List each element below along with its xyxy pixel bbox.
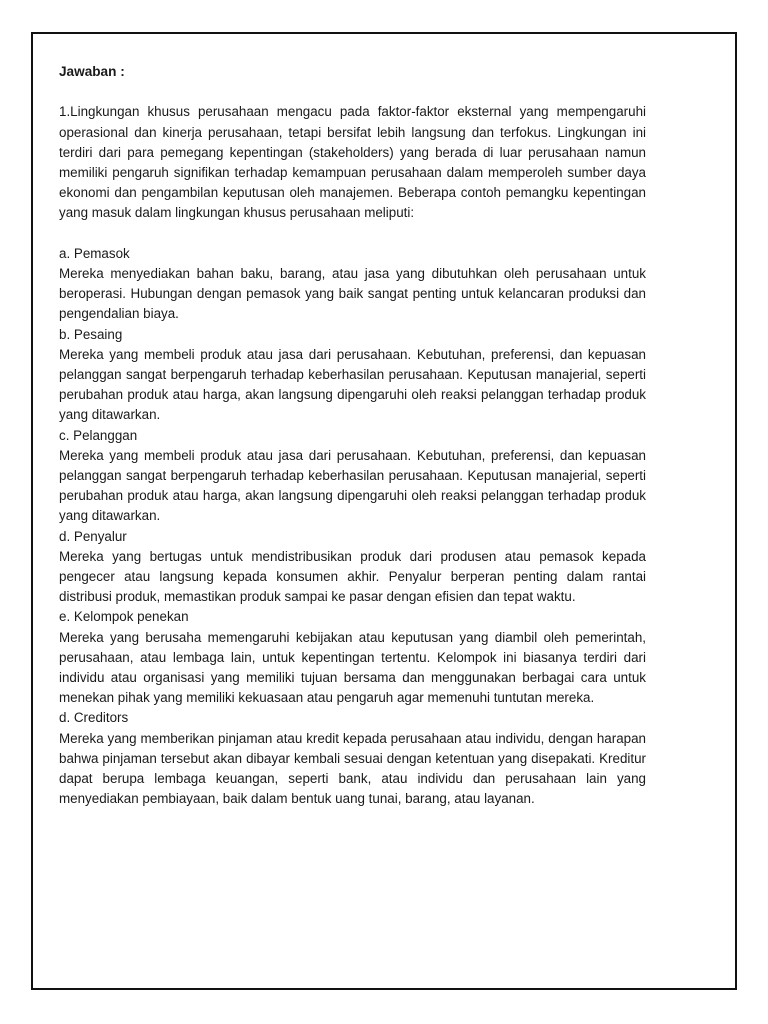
document-content [59, 62, 646, 809]
list-item [59, 527, 646, 608]
intro-paragraph: 1.Lingkungan khusus perusahaan mengacu pada faktor-faktor eksternal yang mempengaruhi operasional dan kinerja perusahaan, tetapi bersifat lebih langsung dan terfokus. Lingkungan ini terdiri dari para pemegang kepentingan (stakeholders) yang berada di luar perusahaan namun memiliki pengaruh signifikan terhadap kemampuan perusahaan dalam memperoleh sumber daya ekonomi dan pengambilan keputusan oleh manajemen. Beberapa contoh pemangku kepentingan yang masuk dalam lingkungan khusus perusahaan meliputi: [59, 104, 646, 221]
item-title: c. Pelanggan [59, 427, 138, 443]
item-title: a. Pemasok [59, 245, 130, 261]
item-body: Mereka yang berusaha memengaruhi kebijakan atau keputusan yang diambil oleh pemerintah, perusahaan, atau lembaga lain, untuk kepentingan tertentu. Kelompok ini biasanya terdiri dari individu atau organisasi yang memiliki tujuan bersama dan menggunakan berbagai cara untuk menekan pihak yang memiliki kekuasaan atau pengaruh agar memenuhi tuntutan mereka. [59, 629, 646, 706]
item-body: Mereka yang membeli produk atau jasa dari perusahaan. Kebutuhan, preferensi, dan kepuasan pelanggan sangat berpengaruh terhadap keberhasilan perusahaan. Keputusan manajerial, seperti perubahan produk atau harga, akan langsung dipengaruhi oleh reaksi pelanggan terhadap produk yang ditawarkan. [59, 447, 646, 524]
item-title: d. Creditors [59, 710, 129, 726]
spacer [59, 82, 646, 102]
item-body: Mereka yang bertugas untuk mendistribusikan produk dari produsen atau pemasok kepada pengecer atau langsung kepada konsumen akhir. Penyalur berperan penting dalam rantai distribusi produk, memastikan produk sampai ke pasar dengan efisien dan tepat waktu. [59, 548, 646, 605]
list-item [59, 607, 646, 708]
spacer [59, 224, 646, 244]
item-title: e. Kelompok penekan [59, 609, 189, 625]
item-title: d. Penyalur [59, 528, 127, 544]
list-item [59, 244, 646, 325]
item-body: Mereka yang membeli produk atau jasa dari perusahaan. Kebutuhan, preferensi, dan kepuasan pelanggan sangat berpengaruh terhadap keberhasilan perusahaan. Keputusan manajerial, seperti perubahan produk atau harga, akan langsung dipengaruhi oleh reaksi pelanggan terhadap produk yang ditawarkan. [59, 346, 646, 423]
list-item [59, 426, 646, 527]
item-body: Mereka yang memberikan pinjaman atau kredit kepada perusahaan atau individu, dengan harapan bahwa pinjaman tersebut akan dibayar kembali sesuai dengan ketentuan yang disepakati. Kreditur dapat berupa lembaga keuangan, seperti bank, atau individu dan perusahaan lain yang menyediakan pembiayaan, baik dalam bentuk uang tunai, barang, atau layanan. [59, 730, 646, 807]
item-body: Mereka menyediakan bahan baku, barang, atau jasa yang dibutuhkan oleh perusahaan untuk beroperasi. Hubungan dengan pemasok yang baik sangat penting untuk kelancaran produksi dan pengendalian biaya. [59, 266, 646, 322]
list-item [59, 325, 646, 426]
list-item [59, 708, 646, 809]
item-title: b. Pesaing [59, 326, 123, 342]
answer-heading: Jawaban : [59, 64, 125, 79]
